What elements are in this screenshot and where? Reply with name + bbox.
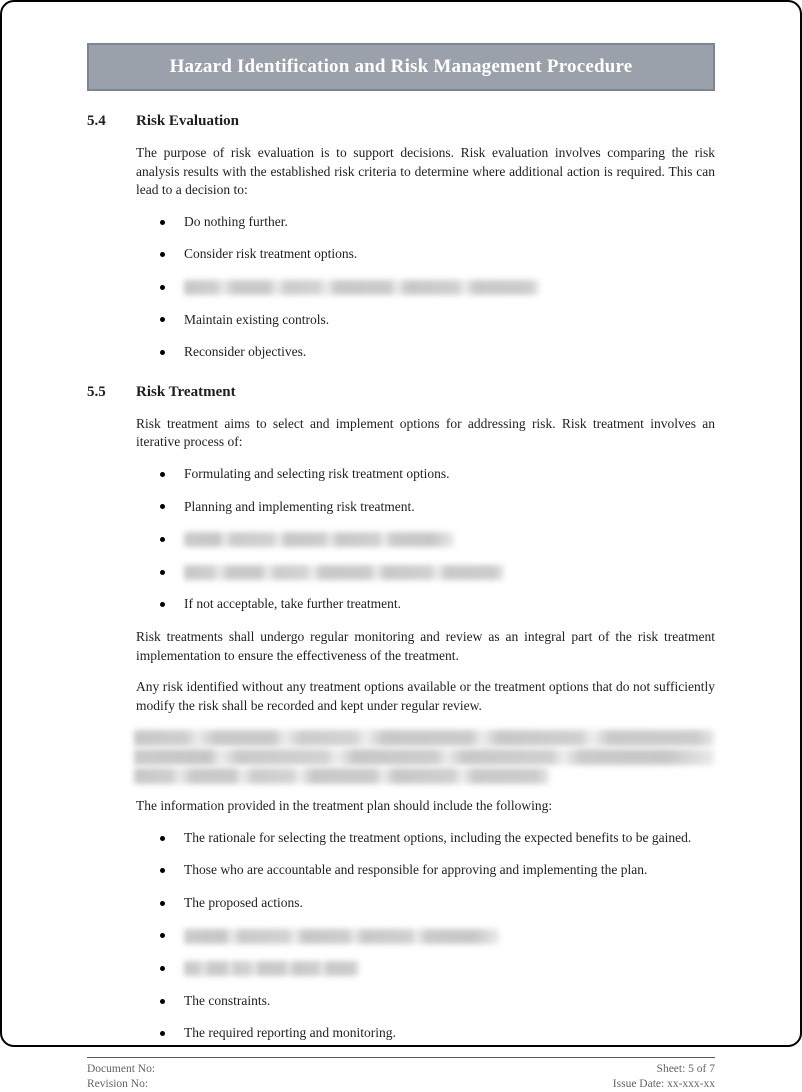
bullet-text: Consider risk treatment options. (184, 246, 358, 262)
document-title: Hazard Identification and Risk Management Procedure (169, 56, 633, 77)
list-item (160, 278, 715, 297)
bullet-icon (160, 343, 184, 362)
paragraph: Risk treatments shall undergo regular monitoring and review as an integral part of the risk treatment implementation to ensure the effectiveness of the treatment. (136, 628, 715, 663)
bullet-icon (160, 927, 184, 946)
paragraph: Any risk identified without any treatment options available or the treatment options that do not sufficiently modify the risk shall be recorded and kept under regular review. (136, 679, 715, 713)
list-item (160, 927, 715, 946)
redacted-text (184, 530, 715, 547)
list-item (160, 563, 715, 582)
bullet-text: The constraints. (184, 992, 271, 1008)
bullet-icon (160, 530, 184, 549)
redacted-text (184, 927, 715, 944)
bullet-icon (160, 959, 184, 978)
section-heading-5-4 (87, 113, 715, 130)
bullet-list (160, 213, 715, 362)
list-item (160, 343, 715, 362)
section-number: 5.5 (87, 383, 106, 400)
bullet-list (160, 465, 715, 614)
section-body-5-4 (136, 144, 715, 362)
bullet-text: Reconsider objectives. (184, 344, 307, 360)
bullet-icon (160, 595, 184, 614)
bullet-text: If not acceptable, take further treatment. (184, 596, 402, 612)
list-item (160, 829, 715, 848)
bullet-text: The required reporting and monitoring. (184, 1025, 396, 1041)
section-title: Risk Treatment (136, 383, 236, 400)
list-item (160, 894, 715, 913)
list-item (160, 1024, 715, 1043)
section-body-5-5 (136, 415, 715, 1043)
title-banner (87, 43, 715, 91)
document-no-label: Document No: (87, 1063, 156, 1076)
bullet-icon (160, 829, 184, 848)
bullet-icon (160, 992, 184, 1011)
redacted-text (184, 563, 715, 580)
page-footer (87, 1057, 715, 1092)
bullet-text: Maintain existing controls. (184, 311, 330, 327)
sheet-label: Sheet: 5 of 7 (656, 1063, 715, 1076)
bullet-text: Formulating and selecting risk treatment options. (184, 465, 450, 481)
list-item (160, 530, 715, 549)
bullet-icon (160, 245, 184, 264)
paragraph: Risk treatment aims to select and implement options for addressing risk. Risk treatment involves an iterative process of: (136, 415, 715, 450)
revision-no-label: Revision No: (87, 1078, 149, 1091)
list-item (160, 861, 715, 880)
bullet-text: The proposed actions. (184, 895, 303, 911)
redacted-text (184, 959, 715, 976)
list-item (160, 595, 715, 614)
redacted-text (184, 278, 715, 295)
list-item (160, 992, 715, 1011)
issue-date-label: Issue Date: xx-xxx-xx (612, 1078, 715, 1091)
bullet-text: Planning and implementing risk treatment. (184, 498, 415, 514)
section-heading-5-5 (87, 384, 715, 401)
bullet-icon (160, 311, 184, 330)
bullet-icon (160, 498, 184, 517)
bullet-icon (160, 894, 184, 913)
bullet-icon (160, 563, 184, 582)
document-content (2, 2, 800, 1057)
footer-right (613, 1062, 715, 1092)
list-item (160, 245, 715, 264)
bullet-icon (160, 861, 184, 880)
list-item (160, 311, 715, 330)
bullet-text: Those who are accountable and responsible for approving and implementing the plan. (184, 862, 648, 878)
section-number: 5.4 (87, 113, 106, 129)
bullet-list (160, 829, 715, 1043)
bullet-icon (160, 1024, 184, 1043)
redacted-paragraph (134, 730, 715, 784)
footer-left (87, 1062, 155, 1092)
bullet-icon (160, 278, 184, 297)
paragraph: The information provided in the treatment plan should include the following: (136, 798, 553, 814)
section-title: Risk Evaluation (136, 113, 239, 129)
bullet-text: The rationale for selecting the treatment options, including the expected benefits to be gained. (184, 829, 692, 845)
paragraph: The purpose of risk evaluation is to support decisions. Risk evaluation involves comparing the risk analysis results with the established risk criteria to determine where additional action is required. This can lead to a decision to: (136, 145, 715, 198)
bullet-text: Do nothing further. (184, 213, 288, 229)
list-item (160, 959, 715, 978)
bullet-icon (160, 465, 184, 484)
list-item (160, 498, 715, 517)
bullet-icon (160, 213, 184, 232)
list-item (160, 465, 715, 484)
list-item (160, 213, 715, 232)
